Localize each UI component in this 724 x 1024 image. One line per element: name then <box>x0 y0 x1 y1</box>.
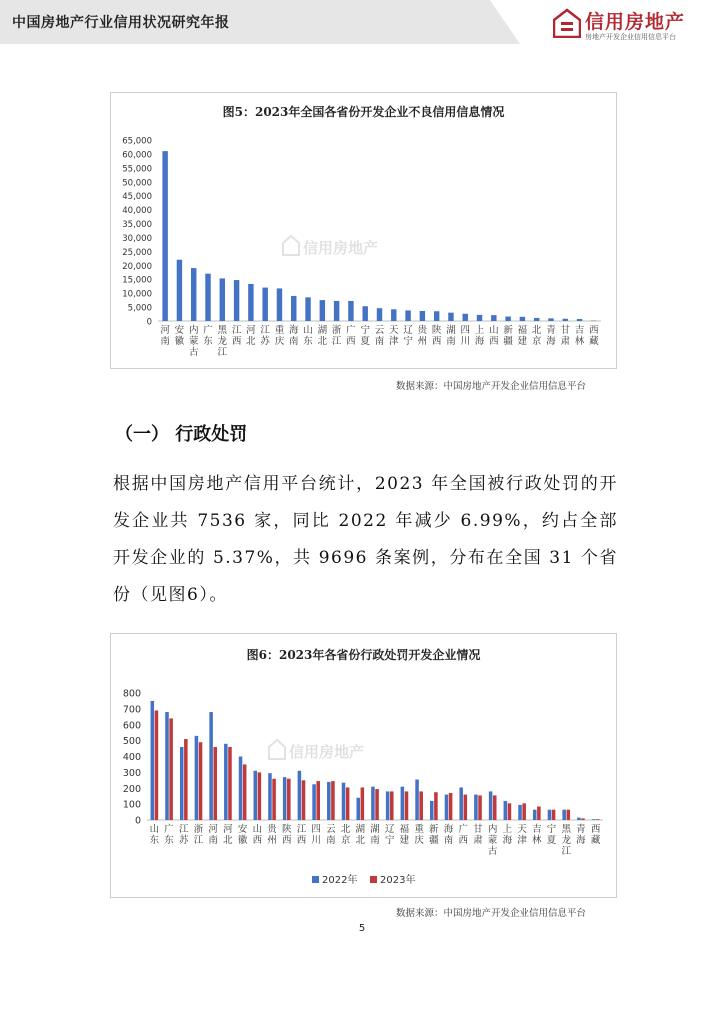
bar <box>248 284 253 321</box>
x-tick-label: 内蒙古 <box>188 325 199 358</box>
x-tick-label: 甘肃 <box>473 824 483 846</box>
watermark-house-icon <box>269 740 285 759</box>
bar <box>377 308 382 321</box>
bar-series2 <box>581 818 585 820</box>
x-tick-label: 安徽 <box>237 824 248 846</box>
y-tick-label: 25,000 <box>122 247 152 258</box>
y-tick-label: 800 <box>122 688 141 700</box>
bar-series1 <box>401 787 405 820</box>
y-tick-label: 20,000 <box>122 261 152 272</box>
x-tick-label: 重庆 <box>274 325 285 347</box>
bar-series2 <box>316 781 320 820</box>
bar <box>434 311 439 321</box>
bar-series1 <box>562 810 566 820</box>
bar-series2 <box>464 795 468 820</box>
bar-series2 <box>302 780 306 820</box>
x-tick-label: 青海 <box>576 824 586 846</box>
y-tick-label: 100 <box>122 799 141 811</box>
bar-series2 <box>228 747 232 820</box>
legend-label: 2023年 <box>380 875 416 886</box>
house-logo-icon <box>553 8 581 38</box>
x-tick-label: 云南 <box>374 325 385 347</box>
bar-series1 <box>489 791 493 820</box>
x-tick-label: 湖南 <box>446 325 456 347</box>
bar <box>262 288 267 321</box>
section-heading: （一） 行政处罚 <box>115 424 248 445</box>
x-tick-label: 山东 <box>303 325 313 347</box>
x-tick-label: 浙江 <box>331 325 342 347</box>
y-tick-label: 200 <box>122 783 141 795</box>
watermark-text: 信用房地产 <box>303 239 379 257</box>
bar <box>362 306 367 321</box>
bar-series1 <box>180 747 184 820</box>
x-tick-label: 西藏 <box>590 824 601 846</box>
x-tick-label: 黑龙江 <box>561 824 571 857</box>
x-tick-label: 西藏 <box>589 325 599 347</box>
y-tick-label: 10,000 <box>122 289 152 300</box>
logo-subtitle: 房地产开发企业信用信息平台 <box>585 33 676 41</box>
bar-series1 <box>504 801 508 820</box>
bar-series2 <box>508 803 512 820</box>
x-tick-label: 江苏 <box>179 824 189 846</box>
bar-series1 <box>459 787 463 820</box>
x-tick-label: 天津 <box>389 325 399 347</box>
y-tick-label: 35,000 <box>122 220 152 231</box>
watermark-house-icon <box>283 236 299 255</box>
figure6-title: 图6：2023年各省份行政处罚开发企业情况 <box>246 648 481 662</box>
x-tick-label: 山东 <box>149 824 160 846</box>
x-tick-label: 江苏 <box>260 325 270 347</box>
x-tick-label: 河北 <box>246 325 256 347</box>
bar <box>391 309 396 321</box>
x-tick-label: 北京 <box>531 325 542 347</box>
bar-series2 <box>522 803 526 820</box>
figure5-chart-box <box>110 92 617 369</box>
bar <box>405 310 410 321</box>
x-tick-label: 湖北 <box>355 824 366 846</box>
watermark-text: 信用房地产 <box>289 743 365 761</box>
x-tick-label: 河南 <box>160 325 170 347</box>
x-tick-label: 陕西 <box>431 325 442 347</box>
bar <box>334 301 339 321</box>
bar-series2 <box>596 819 600 820</box>
figure6-chart <box>111 634 616 897</box>
bar-series1 <box>327 782 331 820</box>
bar-series2 <box>155 710 159 820</box>
x-tick-label: 山西 <box>252 824 263 846</box>
x-tick-label: 陕西 <box>281 824 292 846</box>
bar-series1 <box>445 795 449 820</box>
bar <box>277 288 282 321</box>
bar-series1 <box>430 801 434 820</box>
y-tick-label: 55,000 <box>122 164 152 175</box>
bar <box>205 274 210 321</box>
bar-series2 <box>287 779 291 820</box>
y-tick-label: 15,000 <box>122 275 152 286</box>
bar <box>577 319 582 321</box>
bar-series1 <box>474 795 478 820</box>
bar-series1 <box>548 810 552 820</box>
bar-series2 <box>405 791 409 820</box>
bar-series1 <box>268 773 272 820</box>
x-tick-label: 广西 <box>458 824 469 846</box>
bar-series2 <box>199 742 203 820</box>
x-tick-label: 江西 <box>296 824 307 846</box>
bar-series2 <box>361 787 365 820</box>
bar-series2 <box>243 764 247 820</box>
x-tick-label: 湖北 <box>317 325 328 347</box>
bar-series2 <box>258 772 262 820</box>
bar-series1 <box>415 780 419 820</box>
bar-series2 <box>331 781 335 820</box>
bar <box>291 296 296 321</box>
bar-series2 <box>537 807 541 820</box>
y-tick-label: 500 <box>122 736 141 748</box>
bar-series2 <box>346 787 350 820</box>
bar-series2 <box>169 718 173 820</box>
bar <box>563 319 568 321</box>
bar <box>520 317 525 321</box>
bar-series1 <box>298 771 302 820</box>
bar <box>505 317 510 321</box>
bar-series1 <box>209 712 213 820</box>
x-tick-label: 辽宁 <box>384 824 395 846</box>
x-tick-label: 河南 <box>208 824 218 846</box>
bar <box>420 311 425 321</box>
legend-swatch <box>312 876 319 883</box>
brand-logo <box>553 6 718 42</box>
bar <box>162 151 167 321</box>
bar <box>534 318 539 321</box>
y-tick-label: 50,000 <box>122 178 152 189</box>
y-tick-label: 45,000 <box>122 192 152 203</box>
bar-series1 <box>312 784 316 820</box>
x-tick-label: 海南 <box>289 325 299 347</box>
bar <box>191 268 196 321</box>
y-tick-label: 600 <box>122 720 141 732</box>
bar <box>220 278 225 321</box>
y-tick-label: 400 <box>122 752 141 763</box>
x-tick-label: 新疆 <box>429 824 439 846</box>
bar <box>320 300 325 321</box>
bar-series2 <box>419 791 423 820</box>
legend-swatch <box>370 876 377 883</box>
bar-series2 <box>213 747 217 820</box>
x-tick-label: 甘肃 <box>560 325 571 347</box>
x-tick-label: 青海 <box>546 325 556 347</box>
x-tick-label: 四川 <box>311 824 321 846</box>
bar-series2 <box>567 810 571 820</box>
logo-text: 信用房地产 <box>585 11 686 33</box>
x-tick-label: 广东 <box>164 824 174 846</box>
x-tick-label: 浙江 <box>193 824 204 846</box>
legend-label: 2022年 <box>322 875 358 886</box>
x-tick-label: 海南 <box>443 824 454 846</box>
x-tick-label: 贵州 <box>267 824 277 846</box>
figure5-source: 数据来源：中国房地产开发企业信用信息平台 <box>396 381 587 392</box>
bar-series1 <box>165 712 169 820</box>
x-tick-label: 黑龙江 <box>217 325 228 358</box>
bar-series2 <box>390 791 394 820</box>
bar <box>463 314 468 321</box>
bar <box>177 260 182 321</box>
y-tick-label: 0 <box>146 317 152 328</box>
y-tick-label: 300 <box>122 767 141 779</box>
bar-series1 <box>371 787 375 820</box>
bar-series2 <box>552 810 556 820</box>
bar-series1 <box>592 819 596 820</box>
x-tick-label: 吉林 <box>532 824 542 846</box>
y-tick-label: 0 <box>134 815 141 827</box>
y-tick-label: 700 <box>122 704 141 716</box>
bar-series1 <box>386 791 390 820</box>
x-tick-label: 福建 <box>517 325 528 347</box>
x-tick-label: 宁夏 <box>546 824 557 846</box>
x-tick-label: 河北 <box>223 824 233 846</box>
figure6-chart-box <box>110 633 617 898</box>
x-tick-label: 山西 <box>489 325 499 347</box>
page-number: 5 <box>358 923 366 934</box>
bar-series2 <box>434 792 438 820</box>
x-tick-label: 天津 <box>517 824 527 846</box>
bar-series1 <box>533 810 537 820</box>
bar-series1 <box>577 818 581 820</box>
x-tick-label: 北京 <box>340 824 351 846</box>
figure5-chart <box>111 93 616 368</box>
bar-series1 <box>342 783 346 820</box>
bar-series1 <box>224 744 228 820</box>
header-title: 中国房地产行业信用状况研究年报 <box>12 15 230 31</box>
bar <box>491 315 496 321</box>
y-tick-label: 40,000 <box>122 206 152 217</box>
bar <box>348 301 353 321</box>
x-tick-label: 云南 <box>326 824 336 846</box>
bar-series2 <box>493 795 497 820</box>
figure6-source: 数据来源：中国房地产开发企业信用信息平台 <box>396 908 587 919</box>
x-tick-label: 广西 <box>346 325 356 347</box>
bar <box>234 280 239 321</box>
figure5-title: 图5：2023年全国各省份开发企业不良信用信息情况 <box>222 105 505 119</box>
bar-series1 <box>283 777 287 820</box>
chart-watermark <box>283 236 378 257</box>
bar-series2 <box>449 793 453 820</box>
x-tick-label: 辽宁 <box>403 325 413 347</box>
x-tick-label: 江西 <box>231 325 242 347</box>
x-tick-label: 内蒙古 <box>487 824 498 857</box>
x-tick-label: 广东 <box>203 325 213 347</box>
x-tick-label: 上海 <box>474 325 485 347</box>
bar-series2 <box>375 789 379 820</box>
y-tick-label: 30,000 <box>122 233 152 244</box>
bar <box>305 297 310 321</box>
bar-series1 <box>151 701 155 820</box>
chart-watermark <box>269 740 364 761</box>
x-tick-label: 吉林 <box>574 325 585 347</box>
x-tick-label: 湖南 <box>370 824 380 846</box>
x-tick-label: 上海 <box>502 824 513 846</box>
bar-series1 <box>253 771 257 820</box>
y-tick-label: 60,000 <box>122 150 152 161</box>
x-tick-label: 宁夏 <box>360 325 370 347</box>
bar <box>548 318 553 321</box>
bar-series1 <box>356 798 360 820</box>
bar-series2 <box>478 795 482 820</box>
x-tick-label: 福建 <box>399 824 410 846</box>
bar <box>477 315 482 321</box>
y-tick-label: 5,000 <box>127 303 152 314</box>
x-tick-label: 新疆 <box>503 325 513 347</box>
x-tick-label: 重庆 <box>414 824 424 846</box>
bar <box>448 313 453 321</box>
x-tick-label: 四川 <box>460 325 470 347</box>
x-tick-label: 安徽 <box>174 325 185 347</box>
bar-series1 <box>239 757 243 821</box>
y-tick-label: 65,000 <box>122 136 152 147</box>
bar-series2 <box>272 779 276 820</box>
body-paragraph: 根据中国房地产信用平台统计，2023 年全国被行政处罚的开发企业共 7536 家，同比 2022 年减少 6.99%，约占全部开发企业的 5.37%，共 9696 条案例，分布在全国 31 个省份（见图6）。 <box>113 474 618 605</box>
bar-series2 <box>184 739 188 820</box>
bar-series1 <box>518 805 522 820</box>
bar-series1 <box>195 736 199 820</box>
x-tick-label: 贵州 <box>417 325 428 347</box>
